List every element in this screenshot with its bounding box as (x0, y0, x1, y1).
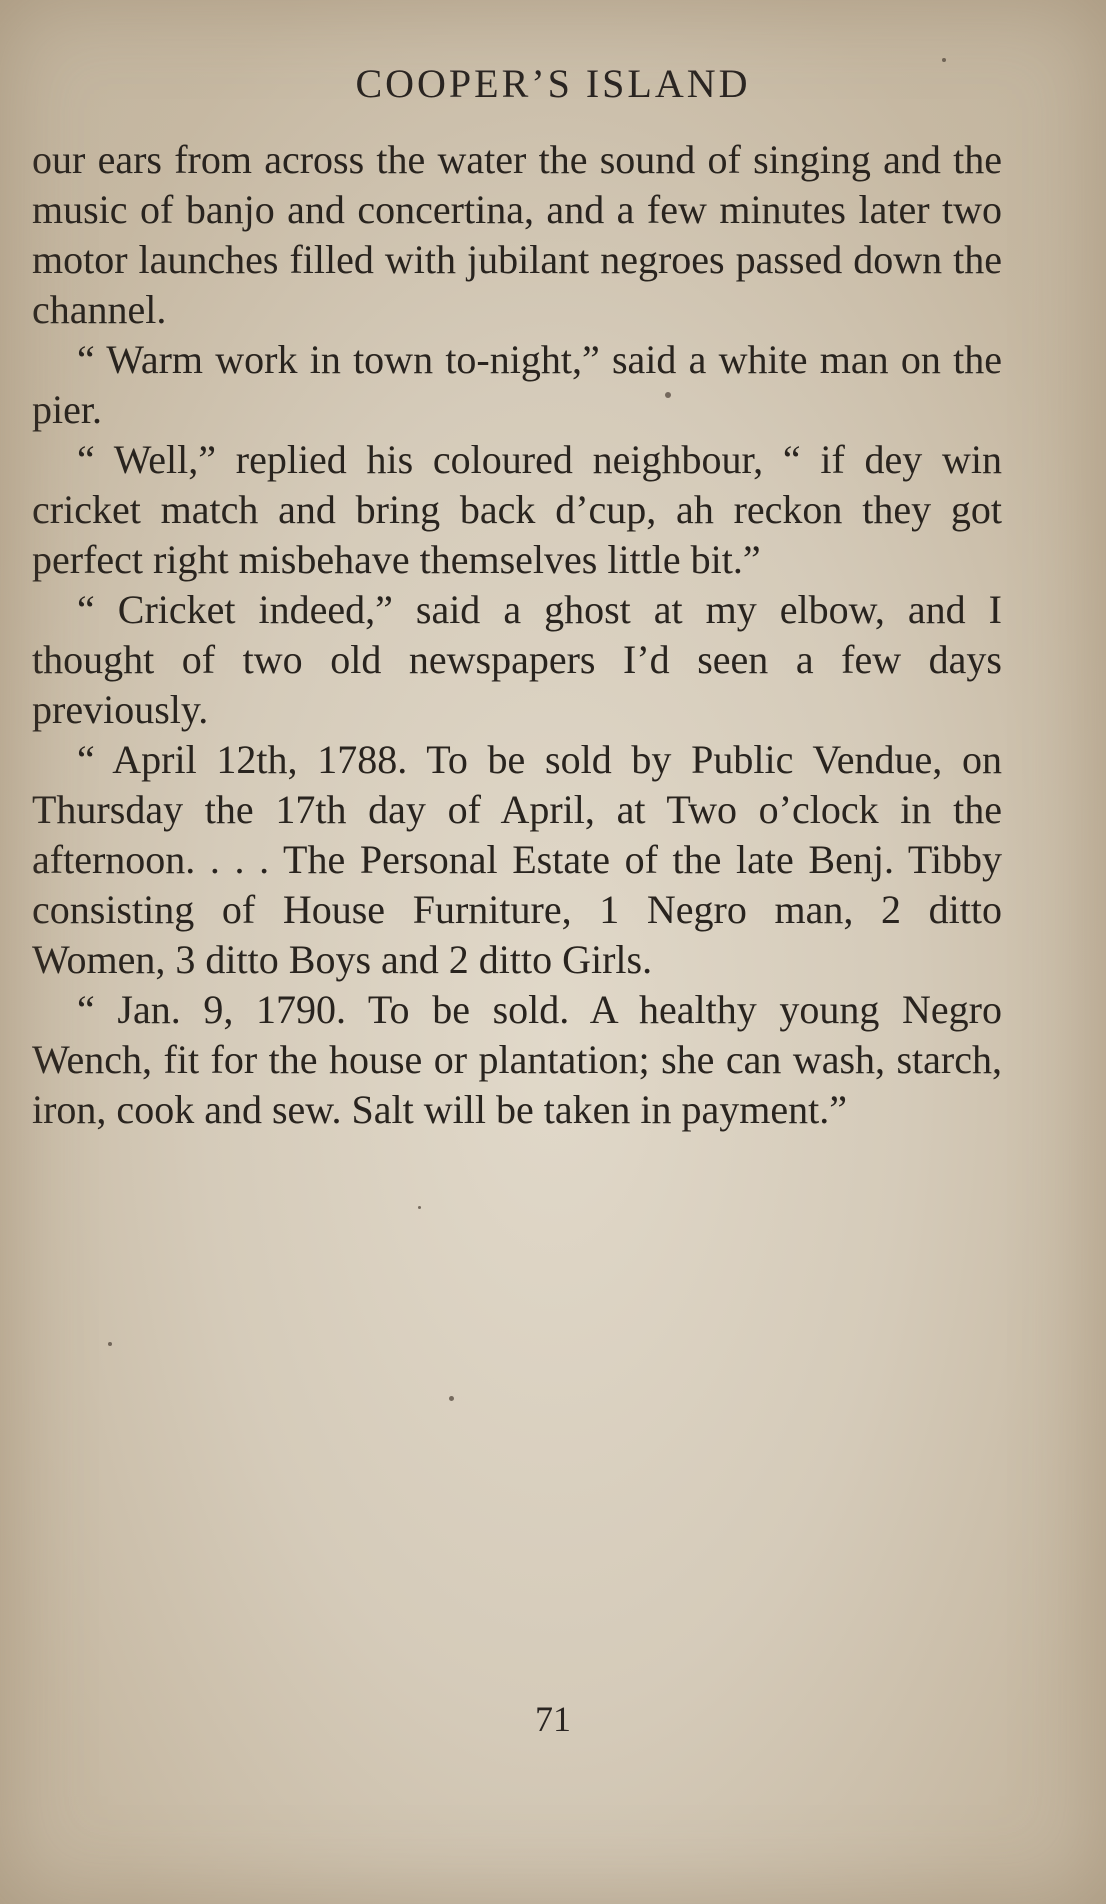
running-head: COOPER’S ISLAND (355, 61, 751, 106)
paragraph-1: our ears from across the water the sound of singing and the music of banjo and concertina, and a few minutes later two motor launches filled with jubilant negroes passed down the channel. (32, 137, 1002, 332)
paragraph-2: “ Warm work in town to-night,” said a white man on the pier. (32, 337, 1002, 432)
paragraph-4: “ Cricket indeed,” said a ghost at my elbow, and I thought of two old newspapers I’d seen a few days previously. (32, 587, 1002, 732)
page-number: 71 (535, 1699, 571, 1739)
paragraph-6: “ Jan. 9, 1790. To be sold. A healthy young Negro Wench, fit for the house or plantation; she can wash, starch, iron, cook and sew. Salt will be taken in payment.” (32, 987, 1002, 1132)
paper-speck (942, 58, 946, 62)
paragraph-5: “ April 12th, 1788. To be sold by Public Vendue, on Thursday the 17th day of April, at Two o’clock in the afternoon. . . . The Personal Estate of the late Benj. Tibby consisting of House Furniture, 1 Negro man, 2 ditto Women, 3 ditto Boys and 2 ditto Girls. (32, 737, 1002, 982)
paper-speck (665, 392, 671, 398)
body-text (32, 135, 1002, 1135)
paper-speck (449, 1396, 454, 1401)
paragraph-3: “ Well,” replied his coloured neighbour, “ if dey win cricket match and bring back d’cup, ah reckon they got perfect right misbehave themselves little bit.” (32, 437, 1002, 582)
paper-speck (418, 1206, 421, 1209)
paper-speck (108, 1342, 112, 1346)
